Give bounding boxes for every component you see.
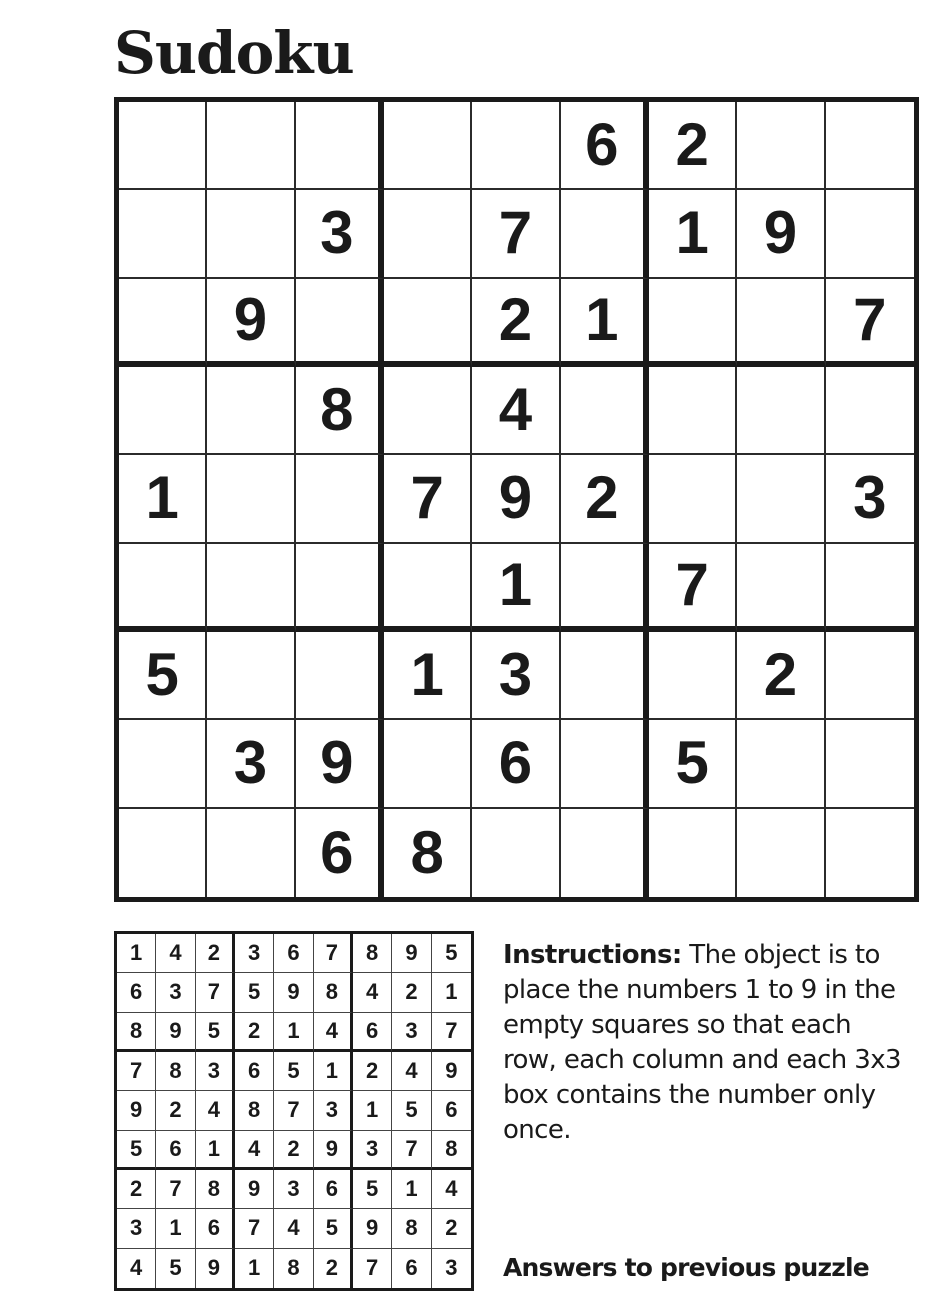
answer-cell-r7c9: 4 — [432, 1170, 471, 1209]
puzzle-cell-r8c3[interactable]: 9 — [296, 720, 384, 808]
answer-cell-r2c2: 3 — [156, 973, 195, 1012]
answer-cell-r4c3: 3 — [196, 1052, 235, 1091]
answer-cell-r4c6: 1 — [314, 1052, 353, 1091]
answer-cell-r5c5: 7 — [274, 1091, 313, 1130]
puzzle-cell-r5c3[interactable] — [296, 455, 384, 543]
puzzle-cell-r3c2[interactable]: 9 — [207, 279, 295, 367]
puzzle-cell-r9c8[interactable] — [737, 809, 825, 897]
puzzle-cell-r9c2[interactable] — [207, 809, 295, 897]
puzzle-cell-r1c4[interactable] — [384, 102, 472, 190]
answer-cell-r5c4: 8 — [235, 1091, 274, 1130]
puzzle-cell-r4c9[interactable] — [826, 367, 914, 455]
puzzle-cell-r6c1[interactable] — [119, 544, 207, 632]
puzzle-cell-r5c2[interactable] — [207, 455, 295, 543]
answer-cell-r2c6: 8 — [314, 973, 353, 1012]
puzzle-cell-r3c1[interactable] — [119, 279, 207, 367]
answer-cell-r7c3: 8 — [196, 1170, 235, 1209]
puzzle-cell-r1c2[interactable] — [207, 102, 295, 190]
answer-cell-r3c8: 3 — [392, 1013, 431, 1052]
puzzle-cell-r7c5[interactable]: 3 — [472, 632, 560, 720]
puzzle-cell-r6c6[interactable] — [561, 544, 649, 632]
answer-cell-r4c5: 5 — [274, 1052, 313, 1091]
answer-cell-r7c8: 1 — [392, 1170, 431, 1209]
puzzle-cell-r2c8[interactable]: 9 — [737, 190, 825, 278]
puzzle-cell-r7c6[interactable] — [561, 632, 649, 720]
answer-cell-r8c1: 3 — [117, 1209, 156, 1248]
answer-cell-r5c6: 3 — [314, 1091, 353, 1130]
puzzle-cell-r4c4[interactable] — [384, 367, 472, 455]
puzzle-cell-r2c1[interactable] — [119, 190, 207, 278]
answer-cell-r6c5: 2 — [274, 1131, 313, 1170]
answer-cell-r5c7: 1 — [353, 1091, 392, 1130]
puzzle-cell-r9c3[interactable]: 6 — [296, 809, 384, 897]
answer-cell-r2c5: 9 — [274, 973, 313, 1012]
puzzle-cell-r5c7[interactable] — [649, 455, 737, 543]
answer-cell-r4c2: 8 — [156, 1052, 195, 1091]
answer-cell-r7c5: 3 — [274, 1170, 313, 1209]
puzzle-cell-r9c4[interactable]: 8 — [384, 809, 472, 897]
answer-cell-r3c7: 6 — [353, 1013, 392, 1052]
sudoku-puzzle-grid — [114, 97, 919, 902]
puzzle-cell-r4c1[interactable] — [119, 367, 207, 455]
answer-cell-r7c2: 7 — [156, 1170, 195, 1209]
answer-cell-r4c4: 6 — [235, 1052, 274, 1091]
puzzle-cell-r1c1[interactable] — [119, 102, 207, 190]
puzzle-cell-r7c3[interactable] — [296, 632, 384, 720]
page-title: Sudoku — [114, 19, 354, 87]
puzzle-cell-r3c7[interactable] — [649, 279, 737, 367]
puzzle-cell-r2c9[interactable] — [826, 190, 914, 278]
answer-cell-r3c1: 8 — [117, 1013, 156, 1052]
puzzle-cell-r5c4[interactable]: 7 — [384, 455, 472, 543]
puzzle-cell-r6c9[interactable] — [826, 544, 914, 632]
answer-cell-r9c3: 9 — [196, 1249, 235, 1288]
puzzle-cell-r9c9[interactable] — [826, 809, 914, 897]
answer-cell-r1c5: 6 — [274, 934, 313, 973]
puzzle-cell-r2c2[interactable] — [207, 190, 295, 278]
answer-cell-r3c3: 5 — [196, 1013, 235, 1052]
puzzle-cell-r4c3[interactable]: 8 — [296, 367, 384, 455]
answer-cell-r5c8: 5 — [392, 1091, 431, 1130]
answer-cell-r1c8: 9 — [392, 934, 431, 973]
answer-cell-r6c4: 4 — [235, 1131, 274, 1170]
puzzle-cell-r4c8[interactable] — [737, 367, 825, 455]
answer-cell-r1c2: 4 — [156, 934, 195, 973]
answer-cell-r1c3: 2 — [196, 934, 235, 973]
answer-cell-r6c2: 6 — [156, 1131, 195, 1170]
puzzle-cell-r2c3[interactable]: 3 — [296, 190, 384, 278]
instructions-label: Instructions: — [503, 940, 682, 970]
answer-cell-r8c8: 8 — [392, 1209, 431, 1248]
answer-cell-r1c7: 8 — [353, 934, 392, 973]
puzzle-cell-r1c9[interactable] — [826, 102, 914, 190]
instructions — [503, 938, 903, 1148]
puzzle-cell-r6c3[interactable] — [296, 544, 384, 632]
puzzle-cell-r8c2[interactable]: 3 — [207, 720, 295, 808]
answer-cell-r2c1: 6 — [117, 973, 156, 1012]
answer-cell-r8c6: 5 — [314, 1209, 353, 1248]
puzzle-cell-r9c7[interactable] — [649, 809, 737, 897]
answer-cell-r7c1: 2 — [117, 1170, 156, 1209]
puzzle-cell-r4c5[interactable]: 4 — [472, 367, 560, 455]
puzzle-cell-r5c8[interactable] — [737, 455, 825, 543]
answer-cell-r2c7: 4 — [353, 973, 392, 1012]
puzzle-cell-r6c7[interactable]: 7 — [649, 544, 737, 632]
answer-cell-r6c1: 5 — [117, 1131, 156, 1170]
answer-cell-r4c8: 4 — [392, 1052, 431, 1091]
puzzle-cell-r2c6[interactable] — [561, 190, 649, 278]
answer-cell-r9c4: 1 — [235, 1249, 274, 1288]
answer-cell-r9c8: 6 — [392, 1249, 431, 1288]
answer-cell-r1c6: 7 — [314, 934, 353, 973]
answer-cell-r1c4: 3 — [235, 934, 274, 973]
puzzle-cell-r7c8[interactable]: 2 — [737, 632, 825, 720]
puzzle-cell-r1c3[interactable] — [296, 102, 384, 190]
puzzle-cell-r4c2[interactable] — [207, 367, 295, 455]
puzzle-cell-r5c9[interactable]: 3 — [826, 455, 914, 543]
puzzle-cell-r9c6[interactable] — [561, 809, 649, 897]
puzzle-cell-r2c5[interactable]: 7 — [472, 190, 560, 278]
puzzle-cell-r3c8[interactable] — [737, 279, 825, 367]
puzzle-cell-r9c5[interactable] — [472, 809, 560, 897]
answer-cell-r6c8: 7 — [392, 1131, 431, 1170]
answer-cell-r2c3: 7 — [196, 973, 235, 1012]
puzzle-cell-r8c9[interactable] — [826, 720, 914, 808]
answer-cell-r5c1: 9 — [117, 1091, 156, 1130]
answer-cell-r8c4: 7 — [235, 1209, 274, 1248]
answer-cell-r5c9: 6 — [432, 1091, 471, 1130]
answer-cell-r8c7: 9 — [353, 1209, 392, 1248]
puzzle-cell-r7c2[interactable] — [207, 632, 295, 720]
puzzle-cell-r6c8[interactable] — [737, 544, 825, 632]
answer-cell-r9c6: 2 — [314, 1249, 353, 1288]
answer-cell-r8c9: 2 — [432, 1209, 471, 1248]
answer-cell-r3c2: 9 — [156, 1013, 195, 1052]
puzzle-cell-r8c4[interactable] — [384, 720, 472, 808]
answer-cell-r1c9: 5 — [432, 934, 471, 973]
puzzle-cell-r8c5[interactable]: 6 — [472, 720, 560, 808]
puzzle-cell-r8c8[interactable] — [737, 720, 825, 808]
answer-cell-r2c8: 2 — [392, 973, 431, 1012]
instructions-text: The object is to place the numbers 1 to 9 in the empty squares so that each row, each column and each 3x3 box contains the number only once. — [503, 940, 901, 1145]
puzzle-cell-r7c4[interactable]: 1 — [384, 632, 472, 720]
puzzle-cell-r7c9[interactable] — [826, 632, 914, 720]
answers-grid — [114, 931, 474, 1291]
puzzle-cell-r5c6[interactable]: 2 — [561, 455, 649, 543]
puzzle-cell-r4c6[interactable] — [561, 367, 649, 455]
answer-cell-r9c1: 4 — [117, 1249, 156, 1288]
puzzle-cell-r1c6[interactable]: 6 — [561, 102, 649, 190]
puzzle-cell-r7c1[interactable]: 5 — [119, 632, 207, 720]
puzzle-cell-r1c5[interactable] — [472, 102, 560, 190]
answer-cell-r6c6: 9 — [314, 1131, 353, 1170]
puzzle-cell-r6c4[interactable] — [384, 544, 472, 632]
answer-cell-r3c5: 1 — [274, 1013, 313, 1052]
puzzle-cell-r3c6[interactable]: 1 — [561, 279, 649, 367]
answer-cell-r5c2: 2 — [156, 1091, 195, 1130]
answer-cell-r7c7: 5 — [353, 1170, 392, 1209]
answer-cell-r4c1: 7 — [117, 1052, 156, 1091]
answer-cell-r9c7: 7 — [353, 1249, 392, 1288]
puzzle-cell-r3c3[interactable] — [296, 279, 384, 367]
answer-cell-r4c9: 9 — [432, 1052, 471, 1091]
answer-cell-r8c2: 1 — [156, 1209, 195, 1248]
puzzle-cell-r1c8[interactable] — [737, 102, 825, 190]
answer-cell-r4c7: 2 — [353, 1052, 392, 1091]
answer-cell-r7c4: 9 — [235, 1170, 274, 1209]
answer-cell-r8c5: 4 — [274, 1209, 313, 1248]
puzzle-cell-r6c5[interactable]: 1 — [472, 544, 560, 632]
answer-cell-r6c9: 8 — [432, 1131, 471, 1170]
puzzle-cell-r5c1[interactable]: 1 — [119, 455, 207, 543]
puzzle-cell-r8c7[interactable]: 5 — [649, 720, 737, 808]
answer-cell-r3c6: 4 — [314, 1013, 353, 1052]
puzzle-cell-r2c4[interactable] — [384, 190, 472, 278]
puzzle-cell-r5c5[interactable]: 9 — [472, 455, 560, 543]
answer-cell-r1c1: 1 — [117, 934, 156, 973]
puzzle-cell-r3c5[interactable]: 2 — [472, 279, 560, 367]
answer-cell-r3c4: 2 — [235, 1013, 274, 1052]
puzzle-cell-r2c7[interactable]: 1 — [649, 190, 737, 278]
answer-cell-r8c3: 6 — [196, 1209, 235, 1248]
answer-cell-r6c7: 3 — [353, 1131, 392, 1170]
puzzle-cell-r6c2[interactable] — [207, 544, 295, 632]
answer-cell-r2c9: 1 — [432, 973, 471, 1012]
puzzle-cell-r7c7[interactable] — [649, 632, 737, 720]
answer-cell-r3c9: 7 — [432, 1013, 471, 1052]
puzzle-cell-r8c6[interactable] — [561, 720, 649, 808]
answer-cell-r2c4: 5 — [235, 973, 274, 1012]
puzzle-cell-r1c7[interactable]: 2 — [649, 102, 737, 190]
answer-cell-r9c9: 3 — [445, 1255, 458, 1281]
puzzle-cell-r3c4[interactable] — [384, 279, 472, 367]
puzzle-cell-r4c7[interactable] — [649, 367, 737, 455]
puzzle-cell-r9c1[interactable] — [119, 809, 207, 897]
answer-cell-r9c2: 5 — [156, 1249, 195, 1288]
answer-cell-r6c3: 1 — [196, 1131, 235, 1170]
answers-caption: Answers to previous puzzle — [503, 1253, 869, 1282]
answer-cell-r9c5: 8 — [274, 1249, 313, 1288]
puzzle-cell-r3c9[interactable]: 7 — [826, 279, 914, 367]
answer-cell-r7c6: 6 — [314, 1170, 353, 1209]
puzzle-cell-r8c1[interactable] — [119, 720, 207, 808]
answer-cell-r5c3: 4 — [196, 1091, 235, 1130]
